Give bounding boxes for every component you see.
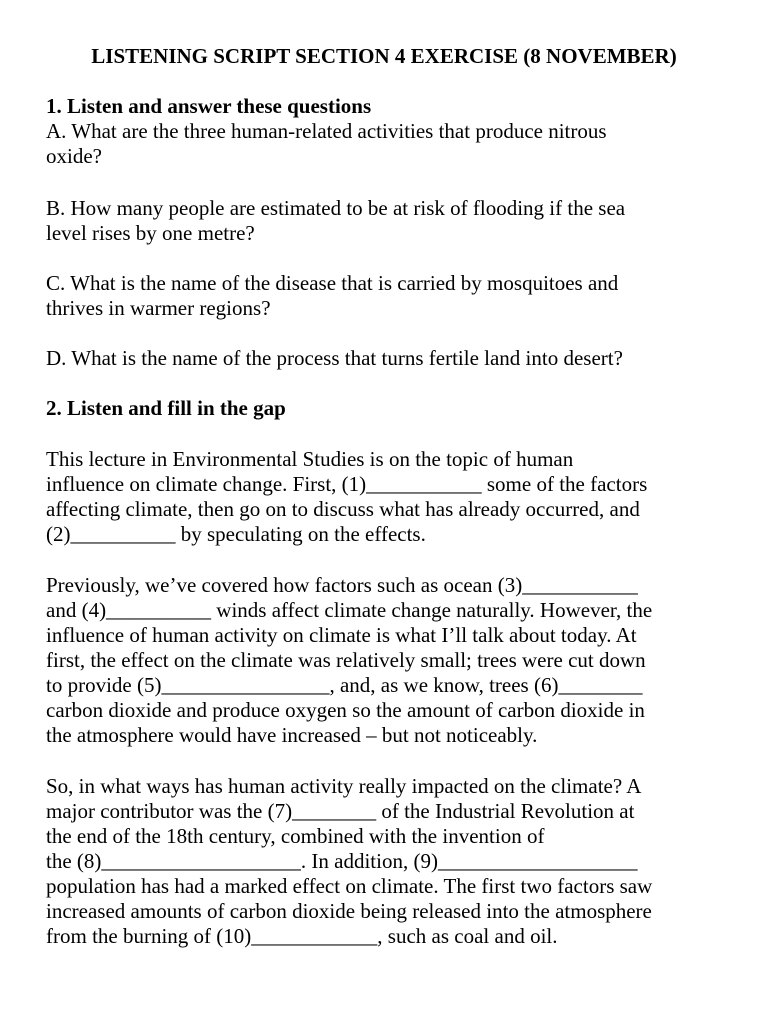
question-b-line-2: level rises by one metre?	[46, 221, 255, 245]
paragraph-2-line: carbon dioxide and produce oxygen so the amount of carbon dioxide in	[46, 698, 645, 722]
paragraph-3	[46, 774, 736, 949]
question-c-line-1: C. What is the name of the disease that is carried by mosquitoes and	[46, 271, 619, 295]
paragraph-2-line: and (4)__________ winds affect climate change naturally. However, the	[46, 598, 653, 622]
paragraph-1-line: influence on climate change. First, (1)___________ some of the factors	[46, 472, 648, 496]
paragraph-1-line: (2)__________ by speculating on the effects.	[46, 522, 426, 546]
paragraph-3-line: major contributor was the (7)________ of the Industrial Revolution at	[46, 799, 635, 823]
question-a-line-1: A. What are the three human-related activities that produce nitrous	[46, 119, 607, 143]
paragraph-3-line: population has had a marked effect on climate. The first two factors saw	[46, 874, 653, 898]
paragraph-1-line: This lecture in Environmental Studies is on the topic of human	[46, 447, 574, 471]
paragraph-2-line: influence of human activity on climate is what I’ll talk about today. At	[46, 623, 637, 647]
document-title: LISTENING SCRIPT SECTION 4 EXERCISE (8 NOVEMBER)	[91, 44, 677, 68]
section-1-heading: 1. Listen and answer these questions	[46, 94, 372, 118]
paragraph-2	[46, 573, 736, 748]
section-1	[46, 94, 736, 169]
paragraph-2-line: first, the effect on the climate was relatively small; trees were cut down	[46, 648, 646, 672]
section-2-heading-block	[46, 396, 736, 421]
paragraph-1	[46, 447, 736, 547]
question-a-line-2: oxide?	[46, 144, 102, 168]
paragraph-3-line: the (8)___________________. In addition, (9)___________________	[46, 849, 638, 873]
paragraph-2-line: the atmosphere would have increased – but not noticeably.	[46, 723, 538, 747]
question-d-line-1: D. What is the name of the process that turns fertile land into desert?	[46, 346, 623, 370]
question-b	[46, 196, 736, 246]
paragraph-3-line: the end of the 18th century, combined with the invention of	[46, 824, 545, 848]
question-c-line-2: thrives in warmer regions?	[46, 296, 271, 320]
paragraph-2-line: to provide (5)________________, and, as we know, trees (6)________	[46, 673, 643, 697]
paragraph-3-line: So, in what ways has human activity really impacted on the climate? A	[46, 774, 642, 798]
paragraph-3-line: increased amounts of carbon dioxide being released into the atmosphere	[46, 899, 652, 923]
paragraph-1-line: affecting climate, then go on to discuss what has already occurred, and	[46, 497, 640, 521]
question-d	[46, 346, 736, 371]
question-b-line-1: B. How many people are estimated to be at risk of flooding if the sea	[46, 196, 626, 220]
paragraph-2-line: Previously, we’ve covered how factors such as ocean (3)___________	[46, 573, 638, 597]
question-c	[46, 271, 736, 321]
paragraph-3-line: from the burning of (10)____________, such as coal and oil.	[46, 924, 558, 948]
section-2-heading: 2. Listen and fill in the gap	[46, 396, 286, 420]
